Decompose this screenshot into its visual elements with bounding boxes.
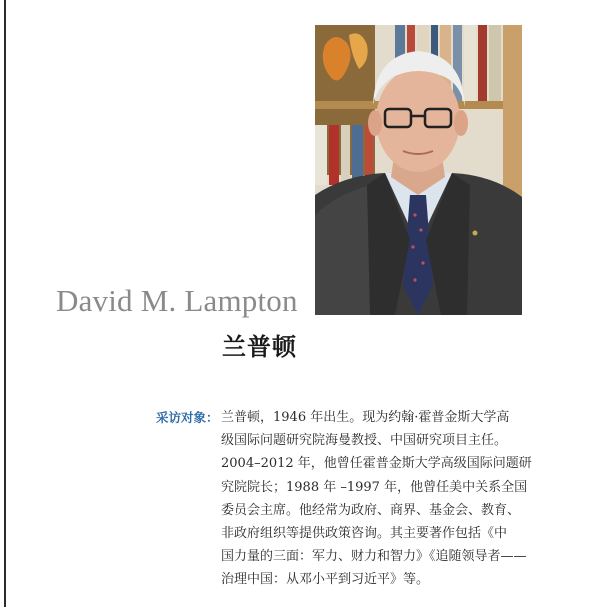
biography-line: 委员会主席。他经常为政府、商界、基金会、教育、: [221, 502, 521, 518]
biography-text: [221, 406, 532, 592]
english-name: David M. Lampton: [56, 283, 298, 318]
biography-line: 治理中国：从邓小平到习近平》等。: [221, 572, 430, 588]
portrait-photo: [315, 25, 522, 315]
interviewee-label: 采访对象：: [156, 410, 219, 425]
biography-line: 究院院长；1988 年 –1997 年，他曾任美中关系全国: [221, 479, 528, 495]
chinese-name: 兰普顿: [222, 332, 297, 361]
portrait-illustration: [315, 25, 522, 315]
biography-line: 2004–2012 年，他曾任霍普金斯大学高级国际问题研: [221, 456, 532, 472]
page-edge-rule: [4, 0, 6, 607]
biography-line: 国力量的三面：军力、财力和智力》《追随领导者——: [221, 549, 527, 565]
biography-line: 兰普顿，1946 年出生。现为约翰·霍普金斯大学高: [221, 410, 510, 425]
biography-line: 级国际问题研究院海曼教授、中国研究项目主任。: [221, 433, 508, 449]
biography-line: 非政府组织等提供政策咨询。其主要著作包括《中: [221, 525, 508, 541]
